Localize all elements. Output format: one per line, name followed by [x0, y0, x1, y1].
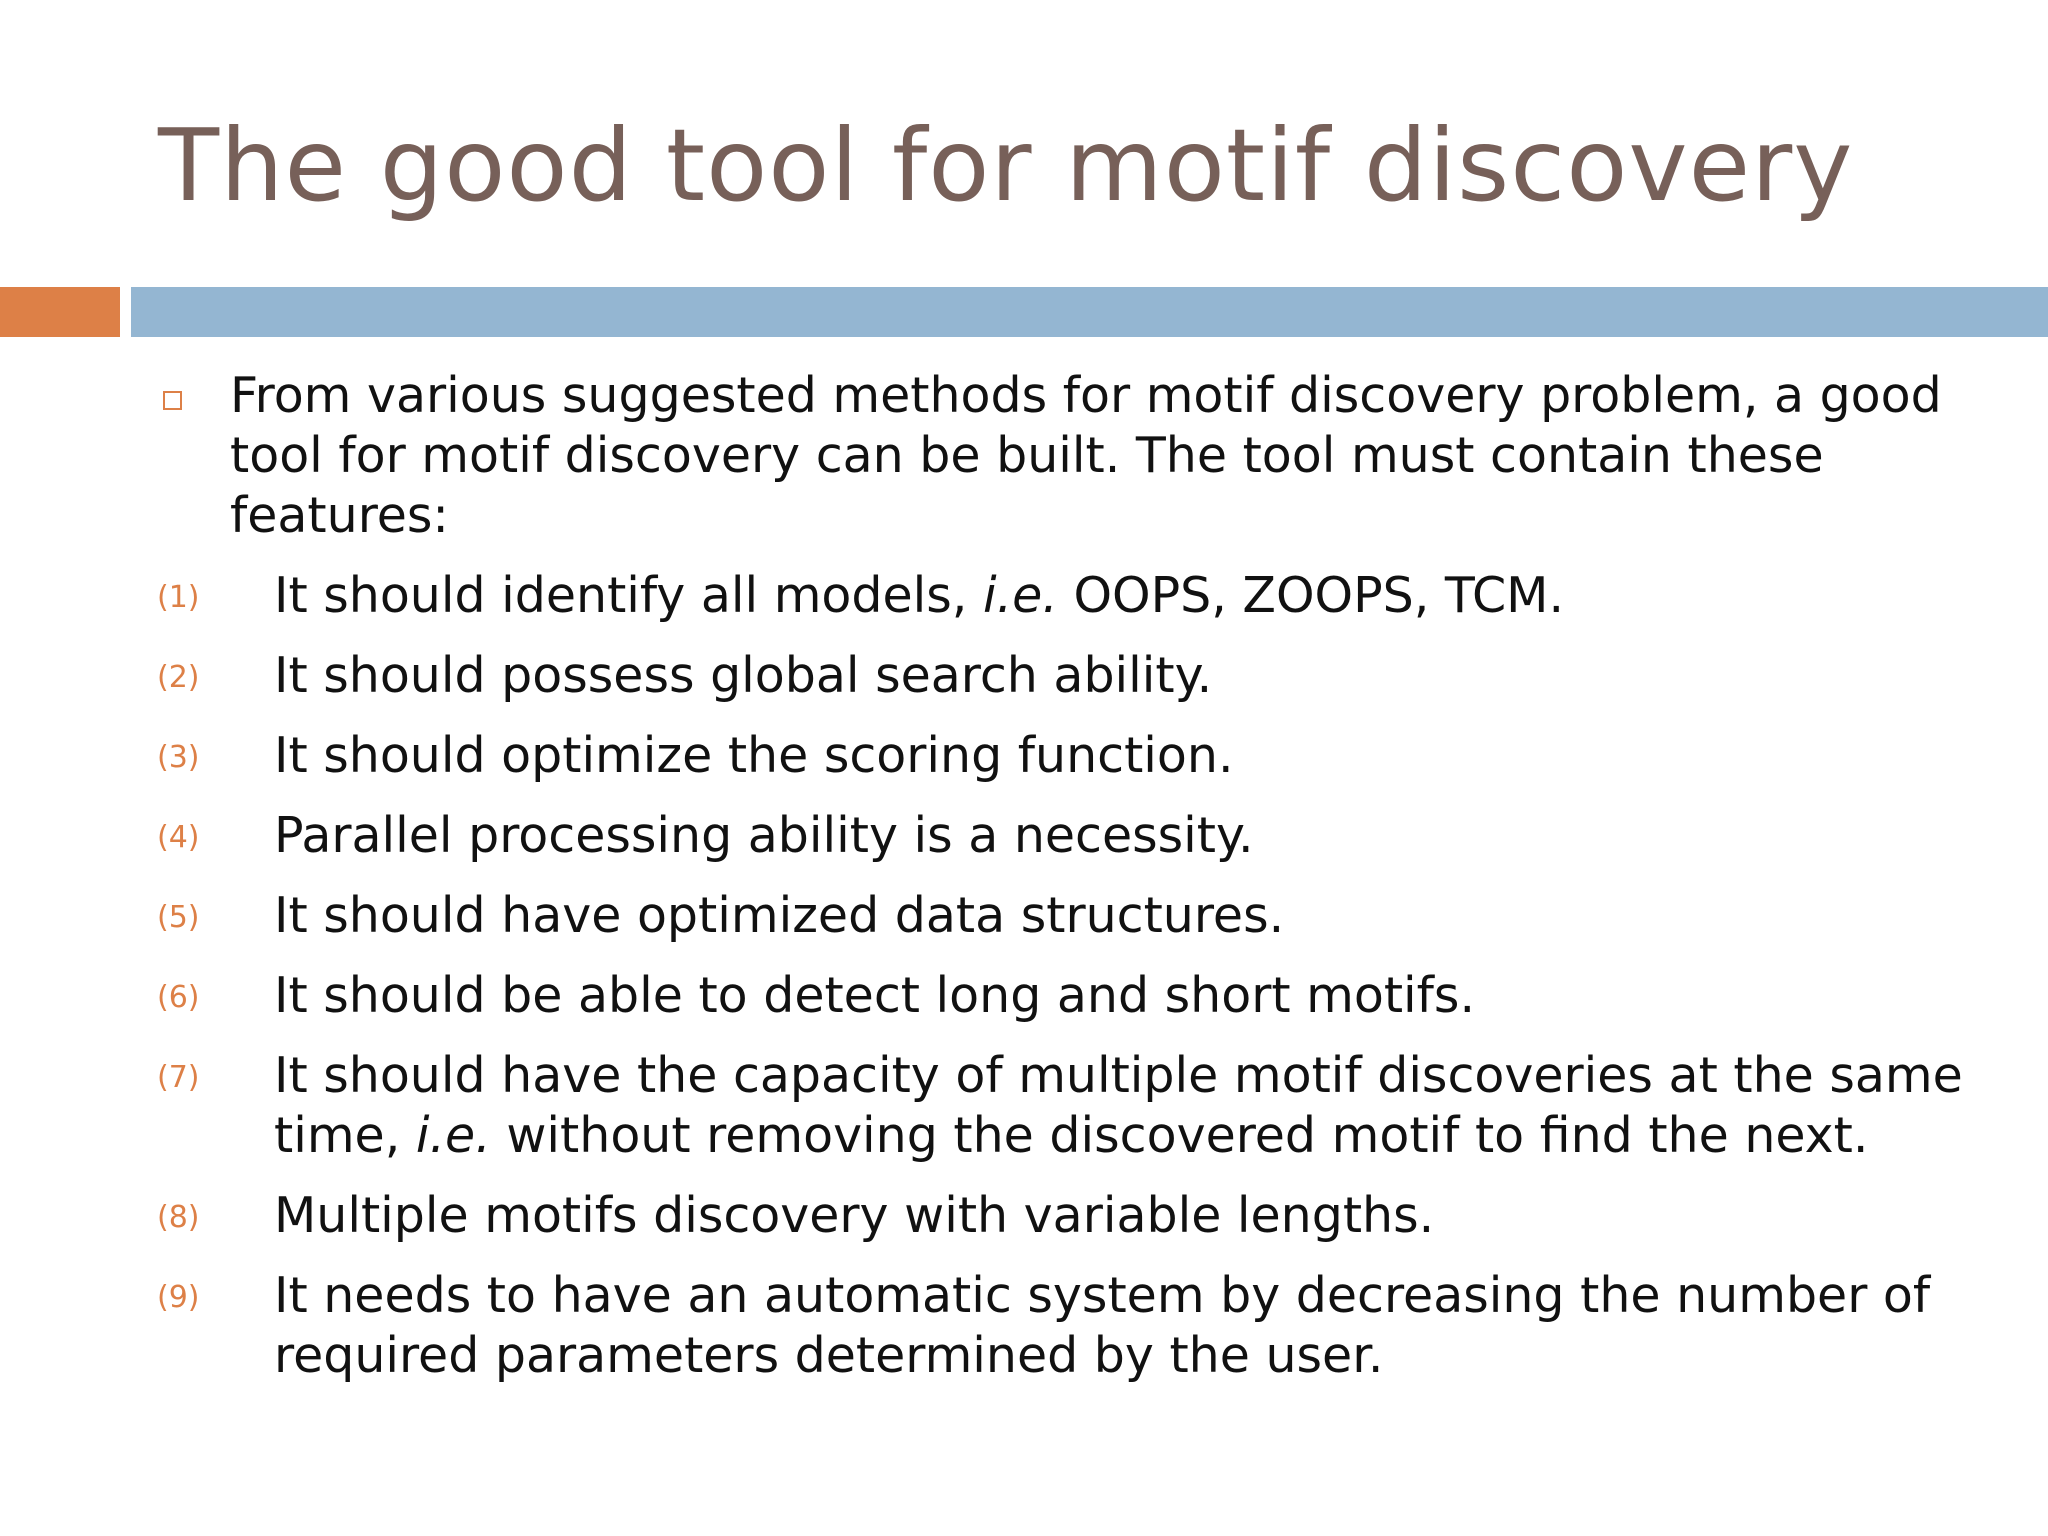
item-text-part: without removing the discovered motif to find the next.	[490, 1107, 1869, 1164]
item-text-part: It should optimize the scoring function.	[274, 727, 1234, 784]
item-text	[274, 967, 1475, 1024]
list-item	[150, 966, 2010, 1026]
item-number: (2)	[157, 660, 200, 695]
item-text-part: OOPS, ZOOPS, TCM.	[1057, 567, 1565, 624]
item-number: (3)	[157, 740, 200, 775]
list-item	[150, 1046, 2010, 1166]
item-number: (5)	[157, 900, 200, 935]
item-text-part: Multiple motifs discovery with variable lengths.	[274, 1187, 1435, 1244]
item-text	[274, 1267, 1930, 1384]
item-text-part: It needs to have an automatic system by decreasing the number of required parameters determined by the user.	[274, 1267, 1931, 1384]
item-number: (6)	[157, 980, 200, 1015]
list-item	[150, 566, 2010, 626]
item-text	[274, 567, 1564, 624]
intro-bullet	[150, 366, 2010, 546]
accent-bar-blue	[131, 287, 2048, 337]
item-text	[274, 887, 1284, 944]
item-text-part: It should be able to detect long and short motifs.	[274, 967, 1476, 1024]
list-item	[150, 886, 2010, 946]
list-item	[150, 1186, 2010, 1246]
list-item	[150, 1266, 2010, 1386]
item-text	[274, 807, 1254, 864]
item-number: (9)	[157, 1280, 200, 1315]
item-text-italic: i.e.	[982, 567, 1058, 624]
slide-content	[150, 366, 2010, 1406]
item-text	[274, 1047, 1963, 1164]
item-text-part: It should have the capacity of multiple motif discoveries at the same time,	[274, 1047, 1963, 1164]
item-text	[274, 647, 1212, 704]
intro-text: From various suggested methods for motif discovery problem, a good tool for motif discovery can be built. The tool must contain these features:	[230, 367, 1942, 544]
item-text-part: Parallel processing ability is a necessity.	[274, 807, 1254, 864]
list-item	[150, 806, 2010, 866]
item-text	[274, 727, 1234, 784]
accent-bar-orange	[0, 287, 120, 337]
item-number: (8)	[157, 1200, 200, 1235]
item-text-italic: i.e.	[415, 1107, 491, 1164]
item-text-part: It should identify all models,	[274, 567, 983, 624]
item-number: (1)	[157, 580, 200, 615]
list-item	[150, 726, 2010, 786]
item-text	[274, 1187, 1434, 1244]
list-item	[150, 646, 2010, 706]
item-number: (7)	[157, 1060, 200, 1095]
square-bullet-icon	[163, 391, 182, 410]
item-number: (4)	[157, 820, 200, 855]
item-text-part: It should possess global search ability.	[274, 647, 1213, 704]
feature-list	[150, 566, 2010, 1386]
item-text-part: It should have optimized data structures.	[274, 887, 1285, 944]
slide-title: The good tool for motif discovery	[158, 107, 1854, 224]
